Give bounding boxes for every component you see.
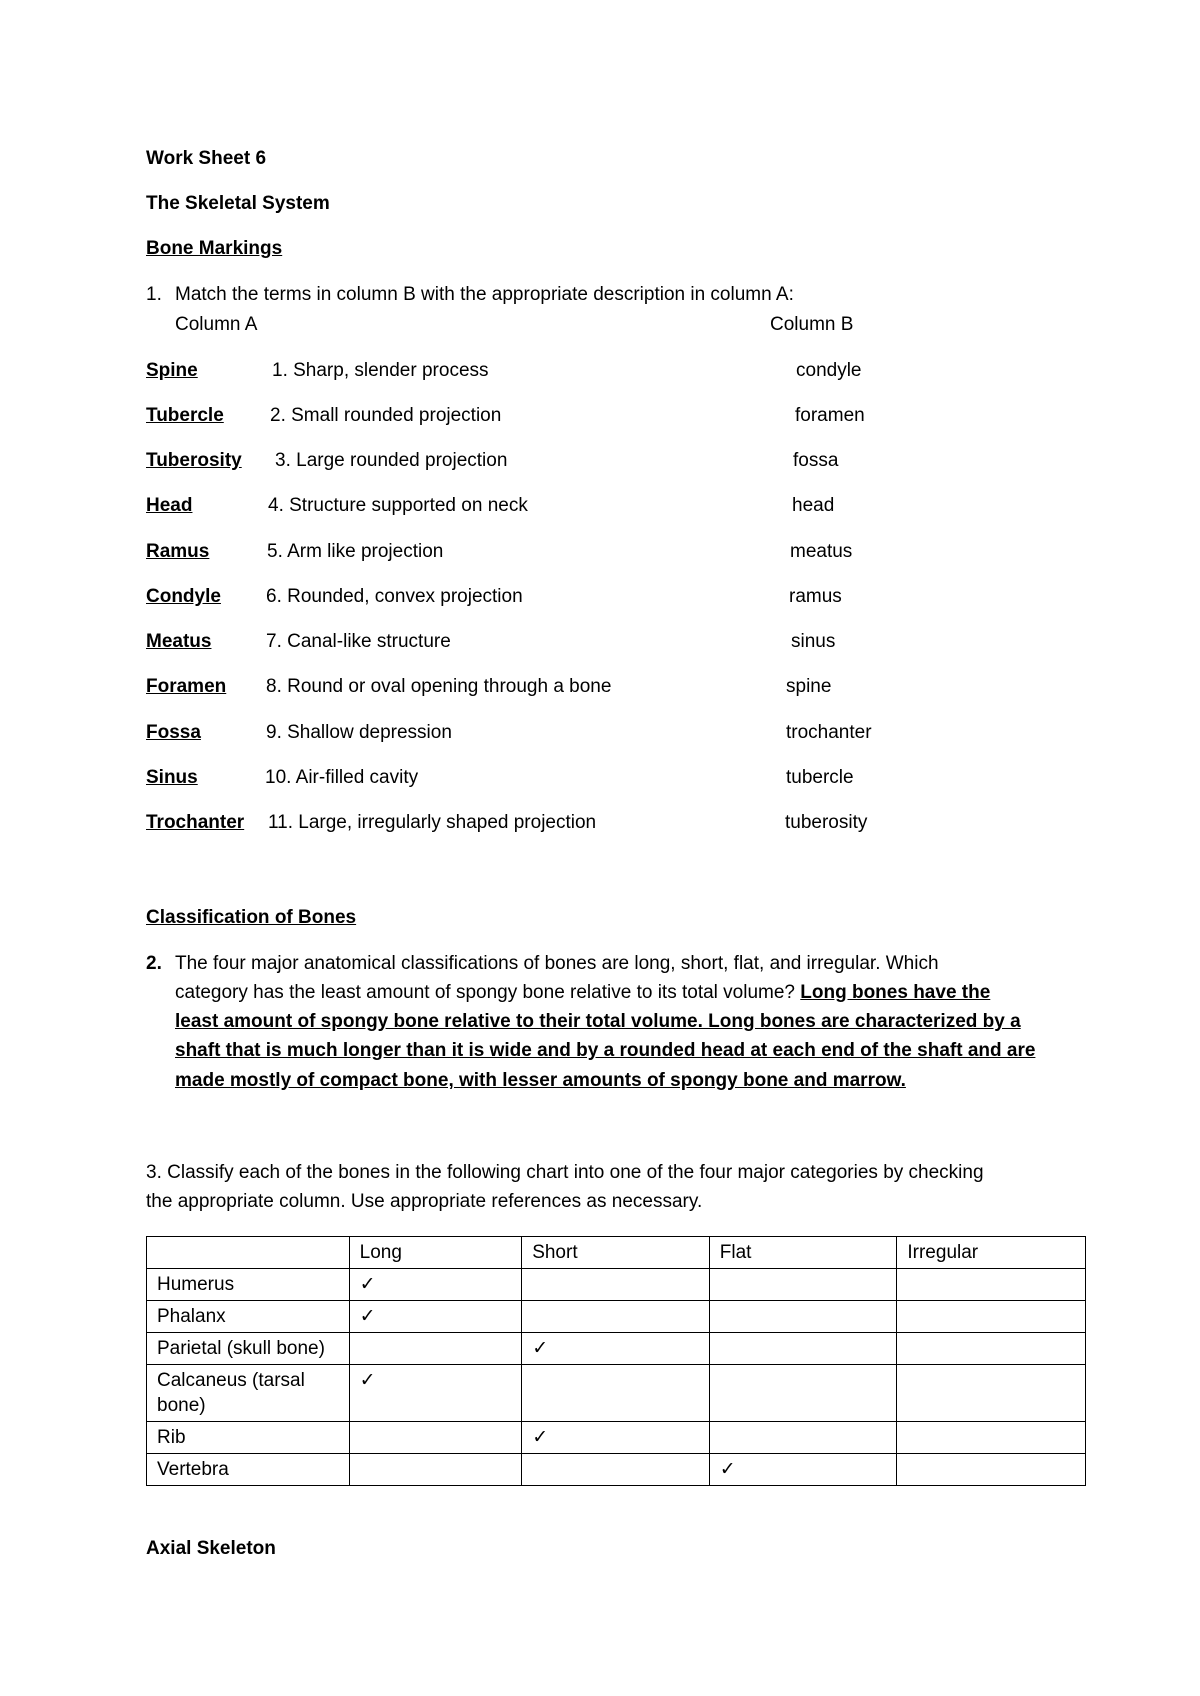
colb-5: meatus [790,541,853,562]
q2-answer-line2: least amount of spongy bone relative to their total volume. Long bones are characterized by a [175,1011,1021,1032]
q2-prompt-line1: The four major anatomical classifications of bones are long, short, flat, and irregular. Which [175,953,939,974]
colb-4: head [792,495,835,516]
q2-prompt-text: category has the least amount of spongy bone relative to its total volume? [175,982,795,1003]
term-head: Head [146,495,193,516]
check-cell [709,1333,897,1365]
check-cell [349,1333,522,1365]
q1-prompt: Match the terms in column B with the appropriate description in column A: [175,284,794,305]
q3-prompt-line1: 3. Classify each of the bones in the following chart into one of the four major categories by checking [146,1162,984,1183]
q3-prompt-line2: the appropriate column. Use appropriate references as necessary. [146,1191,703,1212]
check-cell: ✓ [709,1454,897,1486]
bone-name: Calcaneus (tarsal bone) [147,1365,350,1422]
check-cell [522,1365,710,1422]
check-cell: ✓ [349,1301,522,1333]
bone-name: Vertebra [147,1454,350,1486]
colb-11: tuberosity [785,812,868,833]
section-title-axial-skeleton: Axial Skeleton [146,1538,276,1559]
bone-name: Parietal (skull bone) [147,1333,350,1365]
q2-number: 2. [146,953,162,974]
term-condyle: Condyle [146,586,221,607]
check-cell [709,1269,897,1301]
table-header-cell: Long [349,1237,522,1269]
check-cell [709,1301,897,1333]
check-cell: ✓ [349,1269,522,1301]
colb-7: sinus [791,631,836,652]
check-cell [897,1333,1086,1365]
table-row [147,1269,1086,1301]
column-b-label: Column B [770,314,854,335]
desc-7: 7. Canal-like structure [266,631,451,652]
desc-6: 6. Rounded, convex projection [266,586,523,607]
table-row [147,1365,1086,1422]
term-spine: Spine [146,360,198,381]
table-header-row [147,1237,1086,1269]
colb-2: foramen [795,405,865,426]
bone-name: Humerus [147,1269,350,1301]
desc-3: 3. Large rounded projection [275,450,508,471]
term-foramen: Foramen [146,676,227,697]
q2-prompt-line2 [175,982,990,1004]
term-tuberosity: Tuberosity [146,450,242,471]
column-a-label: Column A [175,314,258,335]
table-row [147,1454,1086,1486]
check-cell [897,1454,1086,1486]
term-trochanter: Trochanter [146,812,245,833]
check-cell [522,1454,710,1486]
q2-answer-line4: made mostly of compact bone, with lesser amounts of spongy bone and marrow. [175,1070,906,1091]
table-row [147,1333,1086,1365]
bone-name: Phalanx [147,1301,350,1333]
check-cell [897,1269,1086,1301]
desc-1: 1. Sharp, slender process [272,360,489,381]
desc-11: 11. Large, irregularly shaped projection [268,812,597,833]
check-cell [522,1269,710,1301]
bone-classification-table [146,1236,1086,1486]
check-cell [709,1365,897,1422]
table-header-cell: Irregular [897,1237,1086,1269]
term-ramus: Ramus [146,541,210,562]
check-cell [349,1454,522,1486]
term-fossa: Fossa [146,722,201,743]
colb-9: trochanter [786,722,872,743]
check-cell: ✓ [522,1422,710,1454]
q2-answer-start: Long bones have the [800,982,991,1003]
q1-number: 1. [146,284,162,305]
table-header-cell: Flat [709,1237,897,1269]
check-cell [897,1301,1086,1333]
table-header-cell: Short [522,1237,710,1269]
term-tubercle: Tubercle [146,405,224,426]
q2-answer-line3: shaft that is much longer than it is wide and by a rounded head at each end of the shaft and are [175,1040,1036,1061]
desc-10: 10. Air-filled cavity [265,767,419,788]
desc-5: 5. Arm like projection [267,541,444,562]
desc-2: 2. Small rounded projection [270,405,502,426]
colb-10: tubercle [786,767,854,788]
colb-6: ramus [789,586,842,607]
colb-1: condyle [796,360,862,381]
system-title: The Skeletal System [146,193,330,214]
worksheet-title: Work Sheet 6 [146,148,267,169]
check-cell: ✓ [349,1365,522,1422]
table-header-cell [147,1237,350,1269]
table-row [147,1301,1086,1333]
desc-8: 8. Round or oval opening through a bone [266,676,612,697]
check-cell [709,1422,897,1454]
desc-4: 4. Structure supported on neck [268,495,528,516]
colb-3: fossa [793,450,839,471]
section-title-classification: Classification of Bones [146,907,357,928]
section-title-bone-markings: Bone Markings [146,238,283,259]
desc-9: 9. Shallow depression [266,722,452,743]
check-cell [349,1422,522,1454]
bone-name: Rib [147,1422,350,1454]
check-cell [522,1301,710,1333]
check-cell [897,1365,1086,1422]
term-meatus: Meatus [146,631,212,652]
check-cell [897,1422,1086,1454]
term-sinus: Sinus [146,767,198,788]
table-row [147,1422,1086,1454]
check-cell: ✓ [522,1333,710,1365]
colb-8: spine [786,676,832,697]
